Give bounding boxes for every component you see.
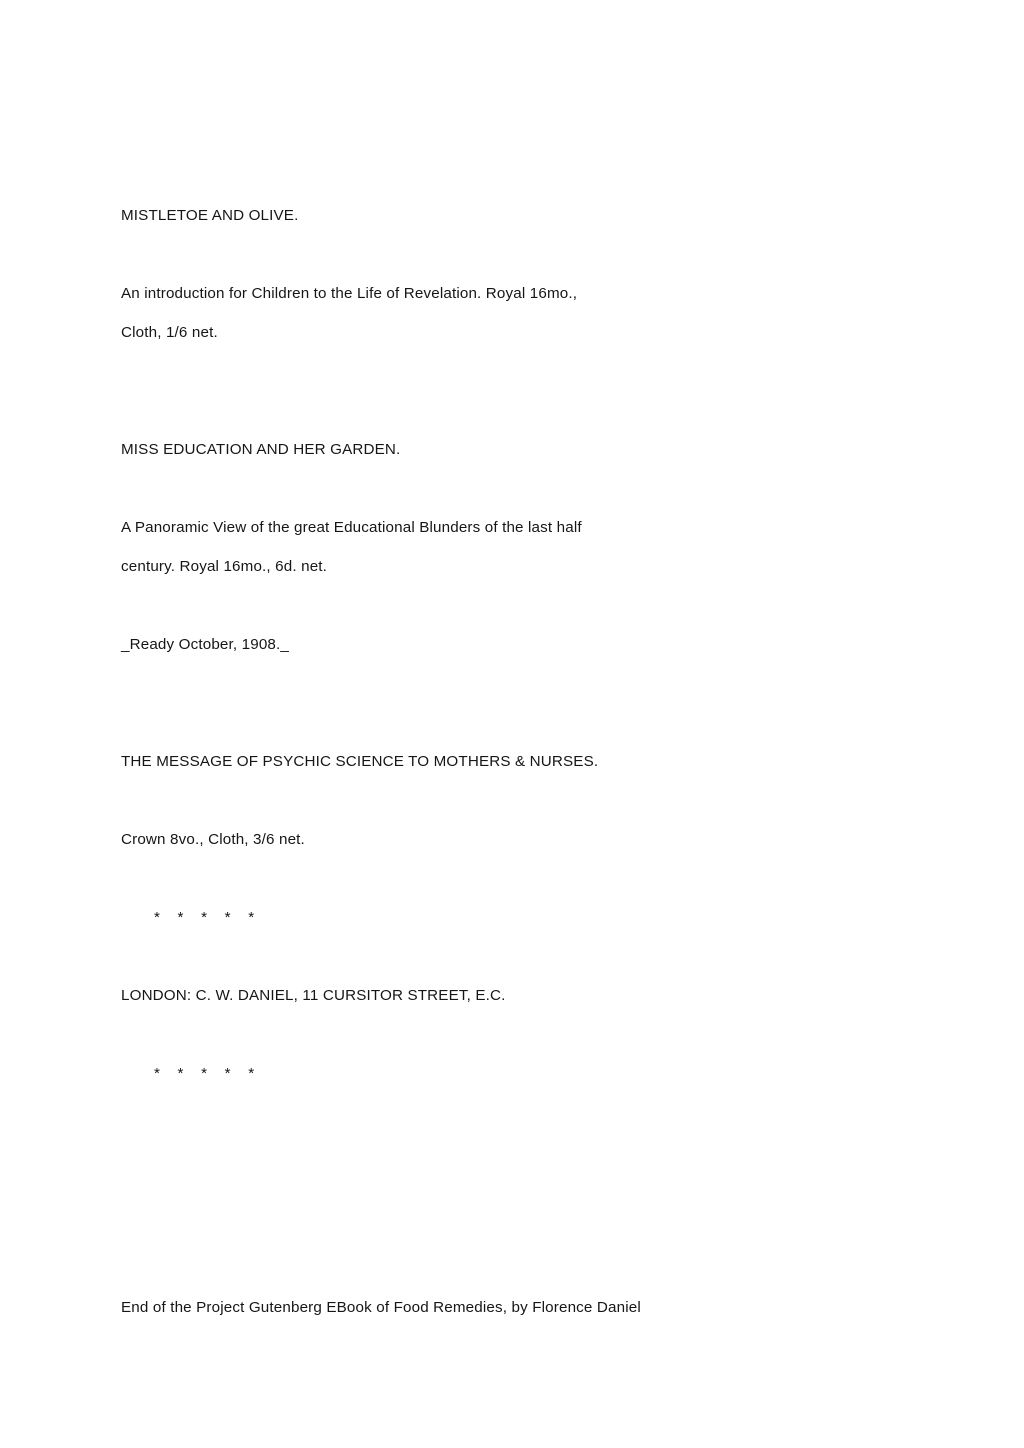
- book-title-mistletoe-and-olive: MISTLETOE AND OLIVE.: [121, 207, 299, 224]
- ready-date-note: _Ready October, 1908._: [121, 636, 289, 653]
- project-gutenberg-end-notice: End of the Project Gutenberg EBook of Food Remedies, by Florence Daniel: [121, 1299, 641, 1316]
- book-description-line-5: Crown 8vo., Cloth, 3/6 net.: [121, 831, 305, 848]
- spacer: [121, 664, 911, 742]
- spacer: [121, 352, 911, 430]
- document-body: [121, 196, 911, 1327]
- asterisk-divider-top: * * * * *: [154, 909, 255, 926]
- book-description-line-4: century. Royal 16mo., 6d. net.: [121, 558, 328, 575]
- spacer: [121, 859, 911, 898]
- book-title-message-of-psychic-science: THE MESSAGE OF PSYCHIC SCIENCE TO MOTHERS & NURSES.: [121, 753, 599, 770]
- spacer: [121, 235, 911, 274]
- book-description-line-3: A Panoramic View of the great Educational Blunders of the last half: [121, 519, 582, 536]
- spacer: [121, 469, 911, 508]
- spacer: [121, 781, 911, 820]
- book-title-miss-education-and-her-garden: MISS EDUCATION AND HER GARDEN.: [121, 441, 401, 458]
- asterisk-divider-bottom: * * * * *: [154, 1065, 255, 1082]
- spacer: [121, 586, 911, 625]
- spacer: [121, 1015, 911, 1054]
- book-description-line-2: Cloth, 1/6 net.: [121, 324, 218, 341]
- book-description-line-1: An introduction for Children to the Life of Revelation. Royal 16mo.,: [121, 285, 578, 302]
- publisher-address: LONDON: C. W. DANIEL, 11 CURSITOR STREET, E.C.: [121, 987, 506, 1004]
- spacer: [121, 937, 911, 976]
- spacer: [121, 1093, 911, 1288]
